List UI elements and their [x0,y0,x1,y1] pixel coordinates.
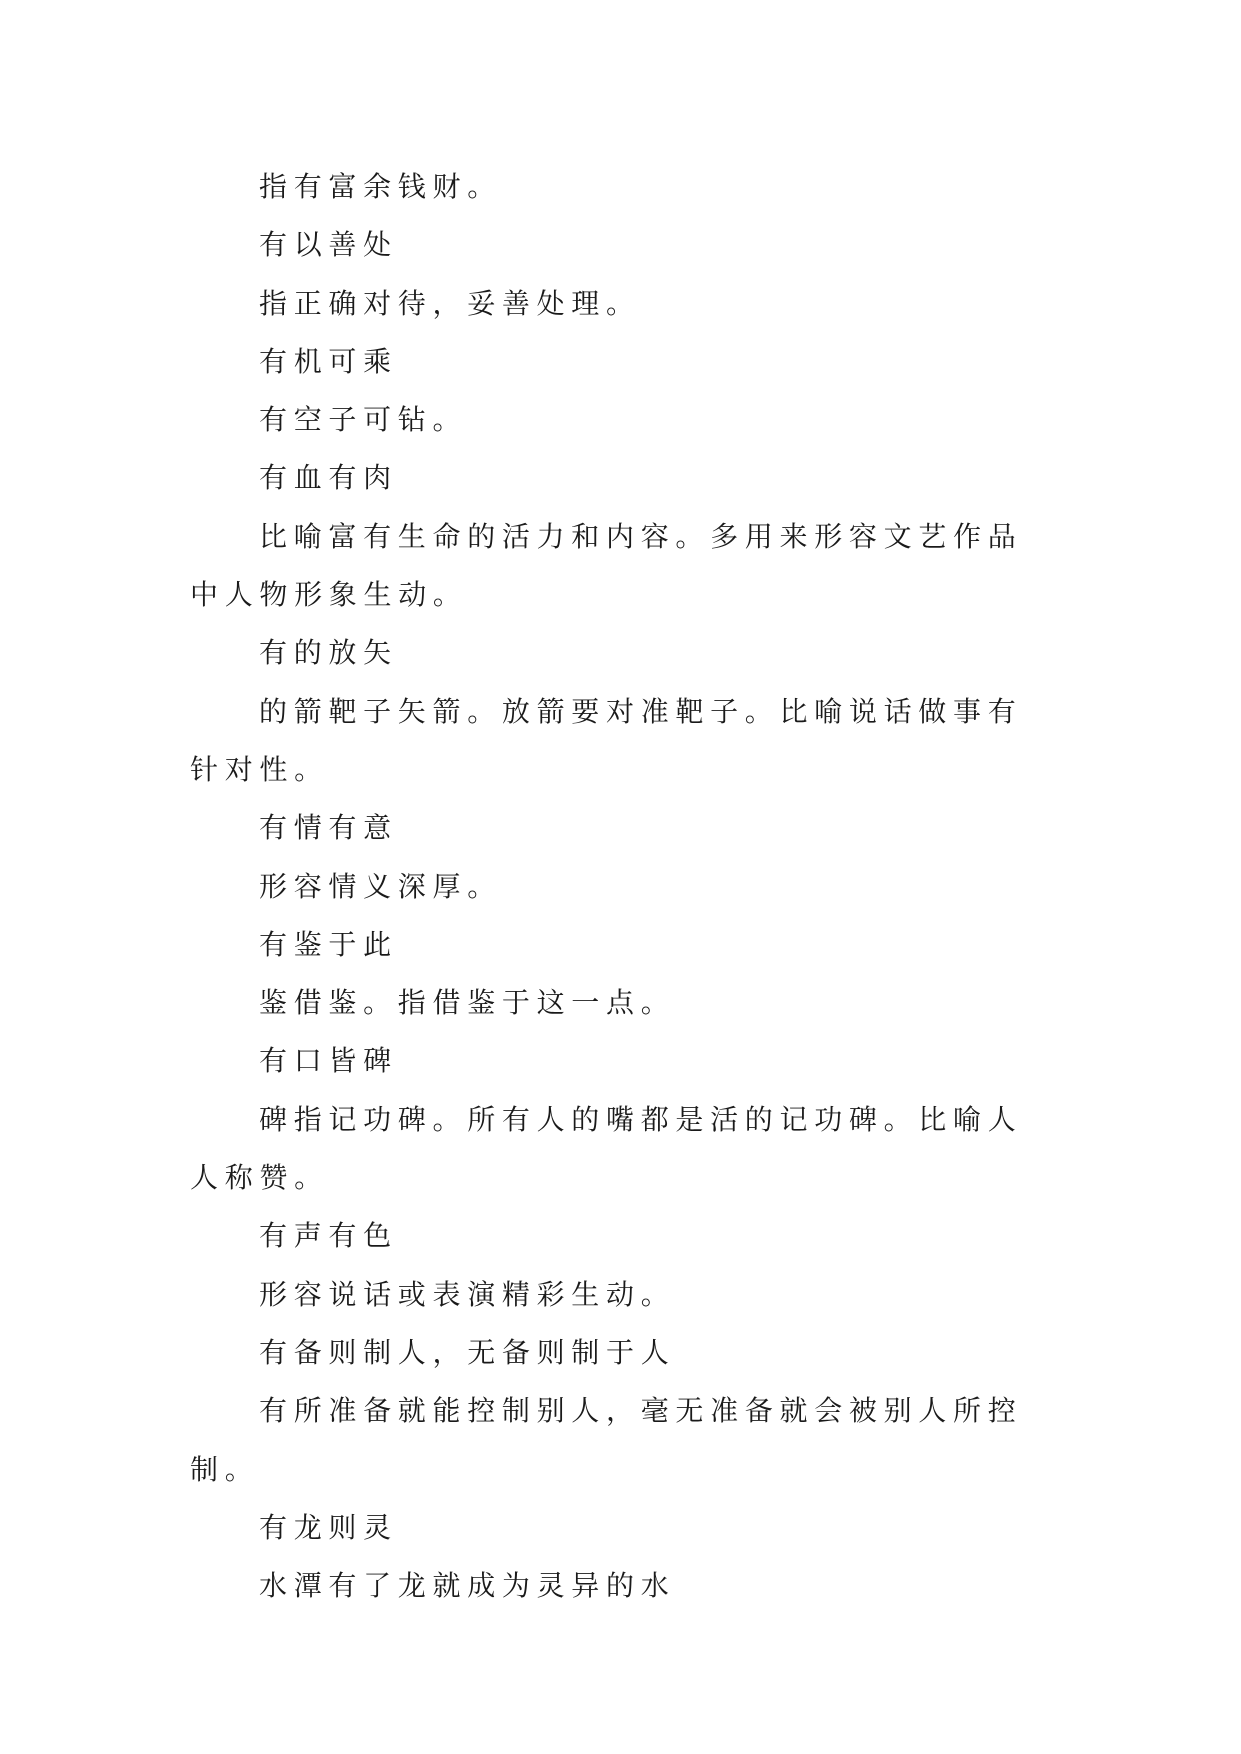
paragraph: 指有富余钱财。 [259,170,502,203]
idiom-heading: 有以善处 [259,228,398,262]
paragraph: 指正确对待，妥善处理。 [259,286,641,320]
idiom-heading: 有鉴于此 [259,927,398,961]
idiom-heading: 有龙则灵 [259,1510,398,1544]
idiom-heading: 有备则制人，无备则制于人 [259,1335,676,1369]
idiom-heading: 有血有肉 [259,461,398,495]
paragraph: 形容说话或表演精彩生动。 [259,1277,676,1311]
idiom-heading: 有声有色 [259,1219,398,1253]
paragraph: 有空子可钻。 [259,403,468,437]
idiom-heading: 有机可乘 [259,344,398,378]
paragraph: 鉴借鉴。指借鉴于这一点。 [259,986,676,1020]
idiom-heading: 有口皆碑 [259,1044,398,1078]
paragraph: 比喻富有生命的活力和内容。多用来形容文艺作品中人物形象生动。 [190,519,1023,612]
idiom-heading: 有的放矢 [259,636,398,670]
paragraph: 水潭有了龙就成为灵异的水 [259,1569,676,1603]
paragraph: 有所准备就能控制别人，毫无准备就会被别人所控制。 [190,1394,1023,1486]
paragraph: 碑指记功碑。所有人的嘴都是活的记功碑。比喻人人称赞。 [190,1102,1023,1195]
document-body [190,158,1050,1615]
paragraph: 形容情义深厚。 [259,869,502,903]
idiom-heading: 有情有意 [259,811,398,845]
paragraph: 的箭靶子矢箭。放箭要对准靶子。比喻说话做事有针对性。 [190,694,1023,786]
